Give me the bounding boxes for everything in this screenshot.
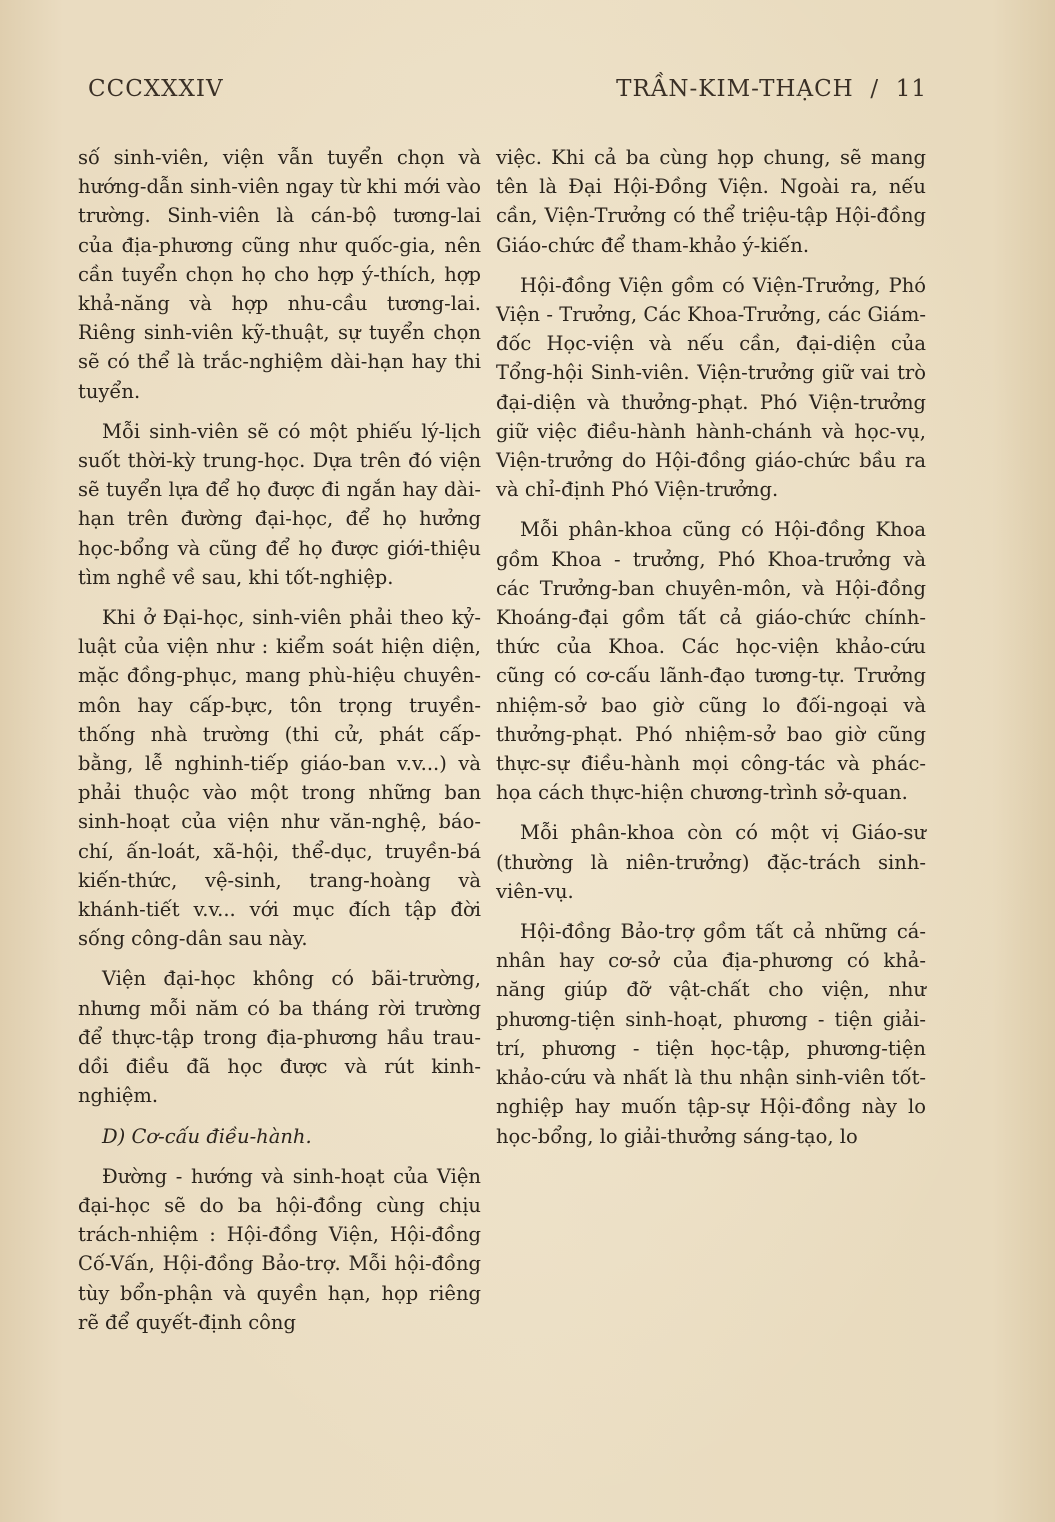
paragraph: việc. Khi cả ba cùng họp chung, sẽ mang tên là Đại Hội-Đồng Viện. Ngoài ra, nếu cần, Viện-Trưởng có thể triệu-tập Hội-đồng Giáo-chức để tham-khảo ý-kiến. [496,146,926,257]
paragraph: số sinh-viên, viện vẫn tuyển chọn và hướng-dẫn sinh-viên ngay từ khi mới vào trường. Sinh-viên là cán-bộ tương-lai của địa-phương cũng như quốc-gia, nên cần tuyển chọn họ cho hợp ý-thích, hợp khả-năng và hợp nhu-cầu tương-lai. Riêng sinh-viên kỹ-thuật, sự tuyển chọn sẽ có thể là trắc-nghiệm dài-hạn hay thi tuyển. [78,146,481,403]
paragraph: Đường - hướng và sinh-hoạt của Viện đại-học sẽ do ba hội-đồng cùng chịu trách-nhiệm : Hội-đồng Viện, Hội-đồng Cố-Vấn, Hội-đồng Bảo-trợ. Mỗi hội-đồng tùy bổn-phận và quyền hạn, họp riêng rẽ để quyết-định công [78,1164,481,1334]
paragraph: Khi ở Đại-học, sinh-viên phải theo kỷ-luật của viện như : kiểm soát hiện diện, mặc đồng-phục, mang phù-hiệu chuyên-môn hay cấp-bực, tôn trọng truyền-thống nhà trường (thi cử, phát cấp-bằng, lễ nghinh-tiếp giáo-ban v.v...) và phải thuộc vào một trong những ban sinh-hoạt của viện như văn-nghệ, báo-chí, ấn-loát, xã-hội, thể-dục, truyền-bá kiến-thức, vệ-sinh, trang-hoàng và khánh-tiết v.v... với mục đích tập đời sống công-dân sau này. [78,606,481,951]
page-code: CCCXXXIV [88,76,224,102]
paragraph: Hội-đồng Viện gồm có Viện-Trưởng, Phó Viện - Trưởng, Các Khoa-Trưởng, các Giám-đốc Học-viện và nếu cần, đại-diện của Tổng-hội Sinh-viên. Viện-trưởng giữ vai trò đại-diện và thưởng-phạt. Phó Viện-trưởng giữ việc điều-hành hành-chánh và học-vụ, Viện-trưởng do Hội-đồng giáo-chức bầu ra và chỉ-định Phó Viện-trưởng. [496,273,926,502]
paragraph: Mỗi phân-khoa cũng có Hội-đồng Khoa gồm Khoa - trưởng, Phó Khoa-trưởng và các Trưởng-ban chuyên-môn, và Hội-đồng Khoáng-đại gồm tất cả giáo-chức chính-thức của Khoa. Các học-viện khảo-cứu cũng có cơ-cấu lãnh-đạo tương-tự. Trưởng nhiệm-sở bao giờ cũng lo đối-ngoại và thưởng-phạt. Phó nhiệm-sở bao giờ cũng thực-sự điều-hành mọi công-tác và phác-họa cách thực-hiện chương-trình sở-quan. [496,518,926,805]
running-header [88,76,927,110]
running-title: TRẦN-KIM-THẠCH / 11 [616,76,927,102]
right-column [496,143,926,1162]
paragraph: Mỗi sinh-viên sẽ có một phiếu lý-lịch suốt thời-kỳ trung-học. Dựa trên đó viện sẽ tuyển lựa để họ được đi ngắn hay dài-hạn trên đường đại-học, để họ hưởng học-bổng và cũng để họ được giới-thiệu tìm nghề về sau, khi tốt-nghiệp. [78,419,481,589]
paragraph: Hội-đồng Bảo-trợ gồm tất cả những cá-nhân hay cơ-sở của địa-phương có khả-năng giúp đỡ vật-chất cho viện, như phương-tiện sinh-hoạt, phương - tiện giải-trí, phương - tiện học-tập, phương-tiện khảo-cứu và nhất là thu nhận sinh-viên tốt-nghiệp hay muốn tập-sự Hội-đồng này lo học-bổng, lo giải-thưởng sáng-tạo, lo [496,920,926,1148]
paragraph: Viện đại-học không có bãi-trường, nhưng mỗi năm có ba tháng rời trường để thực-tập trong địa-phương hầu trau-dồi điều đã học được và rút kinh-nghiệm. [78,967,481,1108]
section-heading: D) Cơ-cấu điều-hành. [102,1124,312,1148]
paragraph: Mỗi phân-khoa còn có một vị Giáo-sư (thường là niên-trưởng) đặc-trách sinh-viên-vụ. [496,821,926,903]
left-column [78,143,481,1348]
